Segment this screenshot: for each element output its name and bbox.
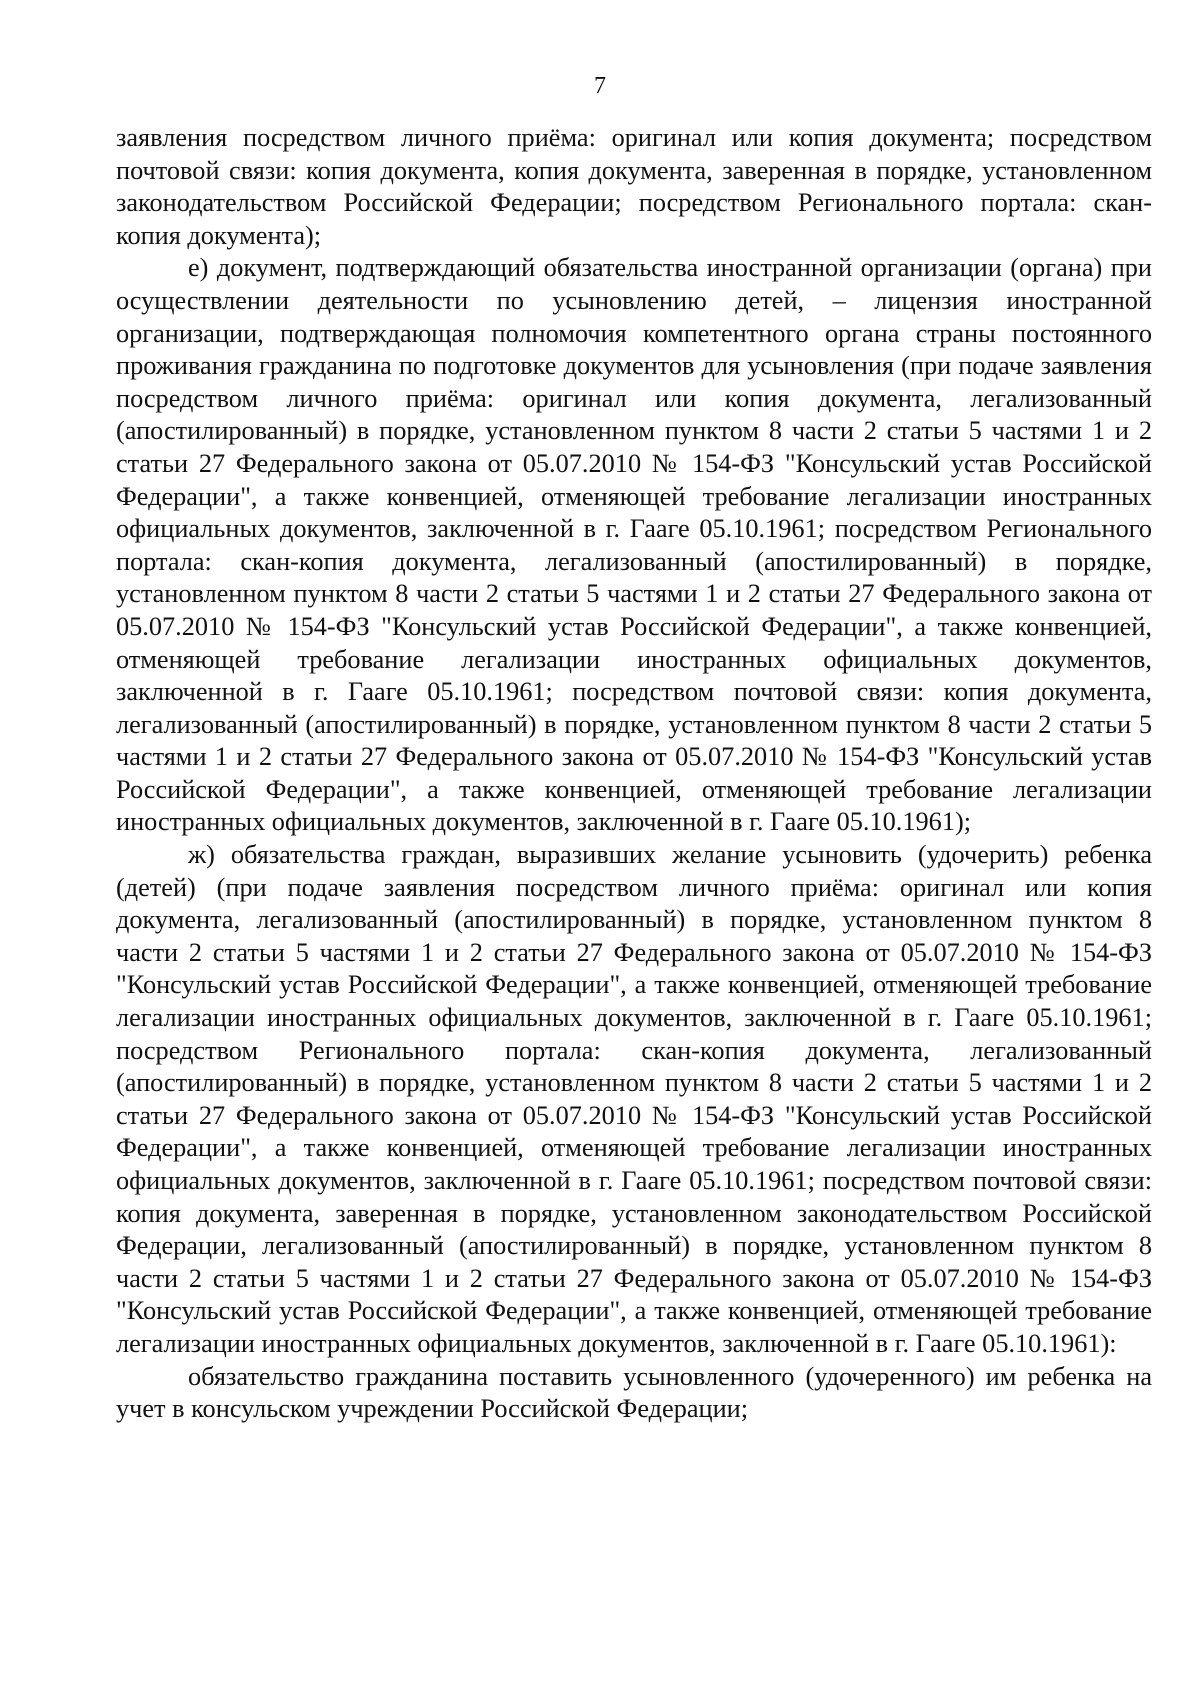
document-body — [116, 122, 1152, 1426]
page-number: 7 — [594, 73, 606, 99]
paragraph-continuation: заявления посредством личного приёма: оригинал или копия документа; посредством почтовой связи: копия документа, копия документа, заверенная в порядке, установленном законодательством Российской Федерации; посредством Регионального портала: скан-копия документа); — [116, 123, 1152, 250]
paragraph-item-e: е) документ, подтверждающий обязательства иностранной организации (органа) при осуществлении деятельности по усыновлению детей, – лицензия иностранной организации, подтверждающая полномочия компетентного органа страны постоянного проживания гражданина по подготовке документов для усыновления (при подаче заявления посредством личного приёма: оригинал или копия документа, легализованный (апостилированный) в порядке, установленном пунктом 8 части 2 статьи 5 частями 1 и 2 статьи 27 Федерального закона от 05.07.2010 № 154-ФЗ "Консульский устав Российской Федерации", а также конвенцией, отменяющей требование легализации иностранных официальных документов, заключенной в г. Гааге 05.10.1961; посредством Регионального портала: скан-копия документа, легализованный (апостилированный) в порядке, установленном пунктом 8 части 2 статьи 5 частями 1 и 2 статьи 27 Федерального закона от 05.07.2010 № 154-ФЗ "Консульский устав Российской Федерации", а также конвенцией, отменяющей требование легализации иностранных официальных документов, заключенной в г. Гааге 05.10.1961; посредством почтовой связи: копия документа, легализованный (апостилированный) в порядке, установленном пунктом 8 части 2 статьи 5 частями 1 и 2 статьи 27 Федерального закона от 05.07.2010 № 154-ФЗ "Консульский устав Российской Федерации", а также конвенцией, отменяющей требование легализации иностранных официальных документов, заключенной в г. Гааге 05.10.1961); — [116, 253, 1152, 837]
paragraph-item-zh: ж) обязательства граждан, выразивших желание усыновить (удочерить) ребенка (детей) (при подаче заявления посредством личного приёма: оригинал или копия документа, легализованный (апостилированный) в порядке, установленном пунктом 8 части 2 статьи 5 частями 1 и 2 статьи 27 Федерального закона от 05.07.2010 № 154-ФЗ "Консульский устав Российской Федерации", а также конвенцией, отменяющей требование легализации иностранных официальных документов, заключенной в г. Гааге 05.10.1961; посредством Регионального портала: скан-копия документа, легализованный (апостилированный) в порядке, установленном пунктом 8 части 2 статьи 5 частями 1 и 2 статьи 27 Федерального закона от 05.07.2010 № 154-ФЗ "Консульский устав Российской Федерации", а также конвенцией, отменяющей требование легализации иностранных официальных документов, заключенной в г. Гааге 05.10.1961; посредством почтовой связи: копия документа, заверенная в порядке, установленном законодательством Российской Федерации, легализованный (апостилированный) в порядке, установленном пунктом 8 части 2 статьи 5 частями 1 и 2 статьи 27 Федерального закона от 05.07.2010 № 154-ФЗ "Консульский устав Российской Федерации", а также конвенцией, отменяющей требование легализации иностранных официальных документов, заключенной в г. Гааге 05.10.1961): — [116, 840, 1152, 1358]
paragraph-obligation: обязательство гражданина поставить усыновленного (удочеренного) им ребенка на учет в консульском учреждении Российской Федерации; — [116, 1361, 1152, 1424]
